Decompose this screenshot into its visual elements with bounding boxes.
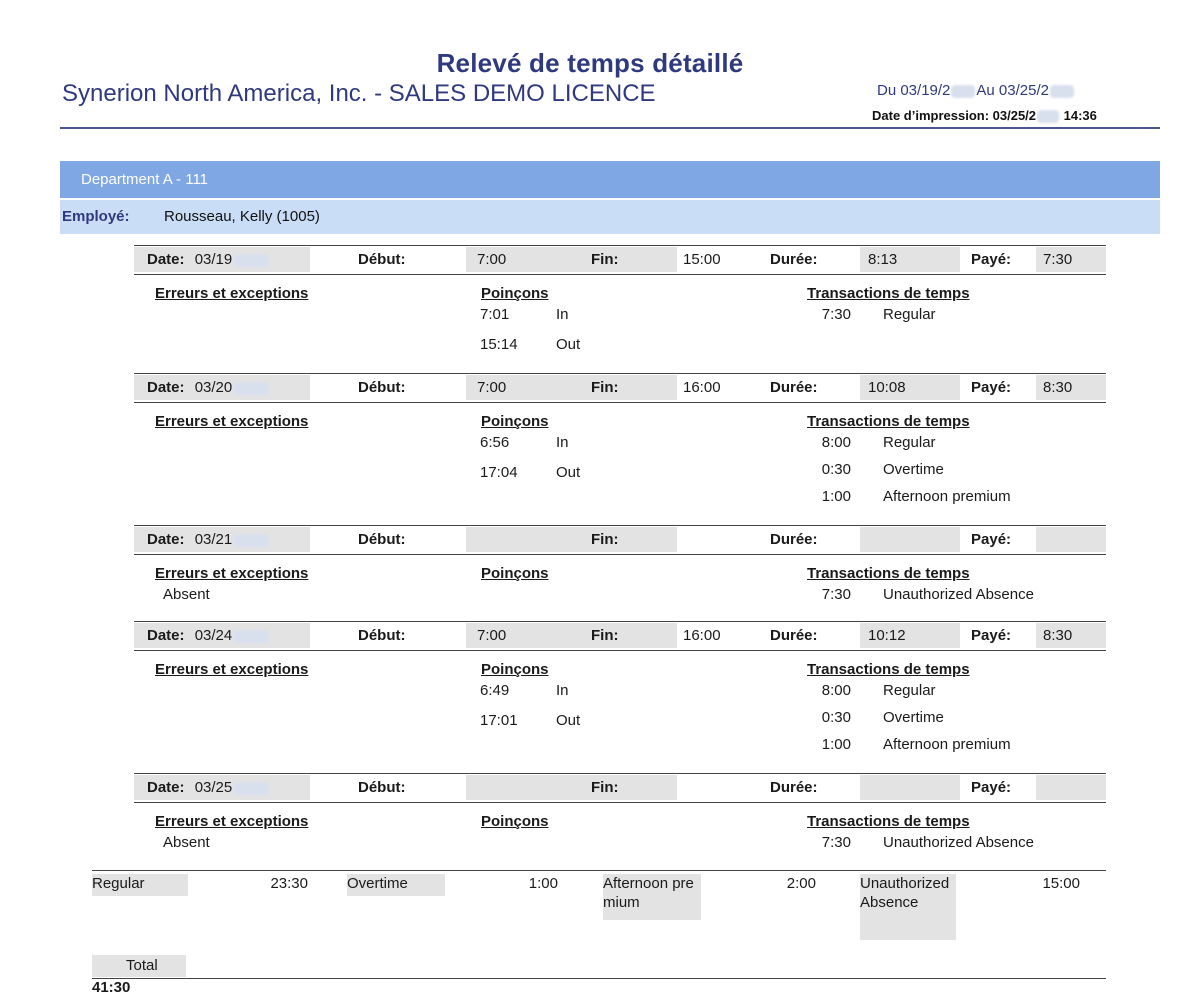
redaction: [233, 630, 269, 643]
date-cell: [134, 247, 310, 272]
header-divider: [60, 127, 1160, 129]
paid-label: Payé:: [971, 251, 1012, 268]
start-value: 7:00: [466, 375, 577, 400]
transactions-heading: Transactions de temps: [807, 813, 970, 830]
transactions-heading: Transactions de temps: [807, 565, 970, 582]
date-cell: [134, 623, 310, 648]
duration-value: [860, 775, 960, 800]
employee-label: Employé:: [62, 208, 130, 225]
punch-time: 17:01: [480, 712, 518, 729]
summary-label: Unauthorized Absence: [860, 874, 956, 940]
day-divider: [134, 621, 1106, 622]
date-value: 03/25: [194, 779, 233, 796]
transaction-type: Unauthorized Absence: [883, 834, 1034, 851]
date-label: Date:: [147, 627, 185, 644]
total-value: 41:30: [92, 979, 131, 996]
transactions-heading: Transactions de temps: [807, 661, 970, 678]
department-band: [60, 161, 1160, 198]
summary-value: 15:00: [1042, 875, 1080, 892]
end-label: Fin:: [577, 623, 677, 648]
punch-time: 7:01: [480, 306, 510, 323]
start-label: Début:: [358, 251, 406, 268]
summary-label: Afternoon premium: [603, 874, 701, 920]
duration-label: Durée:: [770, 779, 818, 796]
summary-value: 2:00: [786, 875, 816, 892]
duration-value: 10:12: [860, 623, 960, 648]
date-label: Date:: [147, 379, 185, 396]
employee-name: Rousseau, Kelly (1005): [164, 208, 320, 225]
date-label: Date:: [147, 779, 185, 796]
day-header-divider: [134, 650, 1106, 651]
start-label: Début:: [358, 379, 406, 396]
punches-heading: Poinçons: [481, 565, 549, 582]
date-label: Date:: [147, 251, 185, 268]
transaction-type: Overtime: [883, 709, 944, 726]
end-value: 16:00: [683, 379, 721, 396]
total-cell: [92, 955, 186, 996]
day-header-divider: [134, 274, 1106, 275]
paid-label: Payé:: [971, 531, 1012, 548]
errors-heading: Erreurs et exceptions: [155, 565, 309, 582]
date-value: 03/19: [194, 251, 233, 268]
transaction-time: 7:30: [821, 586, 851, 603]
report-title: Relevé de temps détaillé: [436, 48, 744, 78]
transaction-time: 1:00: [821, 736, 851, 753]
print-date-label: Date d’impression: 03/25/2: [872, 108, 1037, 123]
paid-value: 8:30: [1036, 623, 1106, 648]
day-header-divider: [134, 554, 1106, 555]
transactions-heading: Transactions de temps: [807, 285, 970, 302]
start-value: 7:00: [466, 623, 577, 648]
paid-value: [1036, 527, 1106, 552]
day-divider: [134, 245, 1106, 246]
punch-time: 6:56: [480, 434, 510, 451]
errors-heading: Erreurs et exceptions: [155, 661, 309, 678]
punch-type: Out: [556, 464, 581, 481]
duration-label: Durée:: [770, 531, 818, 548]
end-value: 15:00: [683, 251, 721, 268]
end-label: Fin:: [577, 247, 677, 272]
period-to: Au 03/25/2: [976, 82, 1049, 99]
transaction-time: 7:30: [821, 834, 851, 851]
date-value: 03/20: [194, 379, 233, 396]
period-range: [877, 82, 1075, 99]
end-value: [683, 775, 763, 800]
punches-heading: Poinçons: [481, 285, 549, 302]
start-value: 7:00: [466, 247, 577, 272]
punch-time: 15:14: [480, 336, 518, 353]
exception-item: Absent: [163, 834, 210, 851]
paid-label: Payé:: [971, 779, 1012, 796]
redaction: [951, 85, 975, 98]
transaction-time: 0:30: [821, 461, 851, 478]
punch-type: In: [556, 306, 569, 323]
punches-heading: Poinçons: [481, 813, 549, 830]
transaction-type: Regular: [883, 434, 936, 451]
date-cell: [134, 775, 310, 800]
errors-heading: Erreurs et exceptions: [155, 285, 309, 302]
end-value: [683, 527, 763, 552]
end-label: Fin:: [577, 775, 677, 800]
duration-label: Durée:: [770, 627, 818, 644]
errors-heading: Erreurs et exceptions: [155, 813, 309, 830]
day-divider: [134, 525, 1106, 526]
errors-heading: Erreurs et exceptions: [155, 413, 309, 430]
punch-type: Out: [556, 712, 581, 729]
exception-item: Absent: [163, 586, 210, 603]
redaction: [233, 382, 269, 395]
end-value: 16:00: [683, 627, 721, 644]
transaction-type: Afternoon premium: [883, 736, 1011, 753]
day-divider: [134, 773, 1106, 774]
duration-value: 8:13: [860, 247, 960, 272]
day-header-divider: [134, 802, 1106, 803]
punch-type: In: [556, 434, 569, 451]
transaction-time: 0:30: [821, 709, 851, 726]
date-cell: [134, 375, 310, 400]
transaction-type: Regular: [883, 306, 936, 323]
summary-label: Regular: [92, 874, 188, 896]
day-header-divider: [134, 402, 1106, 403]
employee-band: [60, 200, 1160, 234]
redaction: [233, 782, 269, 795]
date-value: 03/24: [194, 627, 233, 644]
start-label: Début:: [358, 627, 406, 644]
summary-divider: [92, 870, 1106, 871]
transaction-type: Regular: [883, 682, 936, 699]
paid-label: Payé:: [971, 379, 1012, 396]
transaction-type: Afternoon premium: [883, 488, 1011, 505]
redaction: [233, 534, 269, 547]
transaction-time: 1:00: [821, 488, 851, 505]
summary-label: Overtime: [347, 874, 445, 896]
period-from: Du 03/19/2: [877, 82, 951, 99]
end-label: Fin:: [577, 527, 677, 552]
end-label: Fin:: [577, 375, 677, 400]
paid-label: Payé:: [971, 627, 1012, 644]
date-value: 03/21: [194, 531, 233, 548]
punch-time: 17:04: [480, 464, 518, 481]
redaction: [233, 254, 269, 267]
paid-value: 7:30: [1036, 247, 1106, 272]
punches-heading: Poinçons: [481, 413, 549, 430]
transaction-time: 7:30: [821, 306, 851, 323]
department-name: Department A - 111: [81, 171, 209, 188]
transaction-time: 8:00: [821, 682, 851, 699]
transaction-type: Overtime: [883, 461, 944, 478]
transaction-time: 8:00: [821, 434, 851, 451]
paid-value: [1036, 775, 1106, 800]
total-divider: [92, 978, 1106, 979]
redaction: [1050, 85, 1074, 98]
start-value: [466, 527, 577, 552]
punch-type: Out: [556, 336, 581, 353]
company-name: Synerion North America, Inc. - SALES DEMO LICENCE: [62, 80, 656, 107]
punch-time: 6:49: [480, 682, 510, 699]
start-label: Début:: [358, 779, 406, 796]
paid-value: 8:30: [1036, 375, 1106, 400]
summary-value: 23:30: [270, 875, 308, 892]
total-label: Total: [126, 957, 158, 974]
duration-label: Durée:: [770, 251, 818, 268]
duration-value: [860, 527, 960, 552]
date-label: Date:: [147, 531, 185, 548]
start-value: [466, 775, 577, 800]
day-divider: [134, 373, 1106, 374]
transactions-heading: Transactions de temps: [807, 413, 970, 430]
print-time: 14:36: [1063, 108, 1097, 123]
start-label: Début:: [358, 531, 406, 548]
date-cell: [134, 527, 310, 552]
duration-value: 10:08: [860, 375, 960, 400]
punch-type: In: [556, 682, 569, 699]
print-date: [872, 108, 1097, 123]
punches-heading: Poinçons: [481, 661, 549, 678]
transaction-type: Unauthorized Absence: [883, 586, 1034, 603]
redaction: [1037, 110, 1059, 123]
summary-value: 1:00: [528, 875, 558, 892]
duration-label: Durée:: [770, 379, 818, 396]
